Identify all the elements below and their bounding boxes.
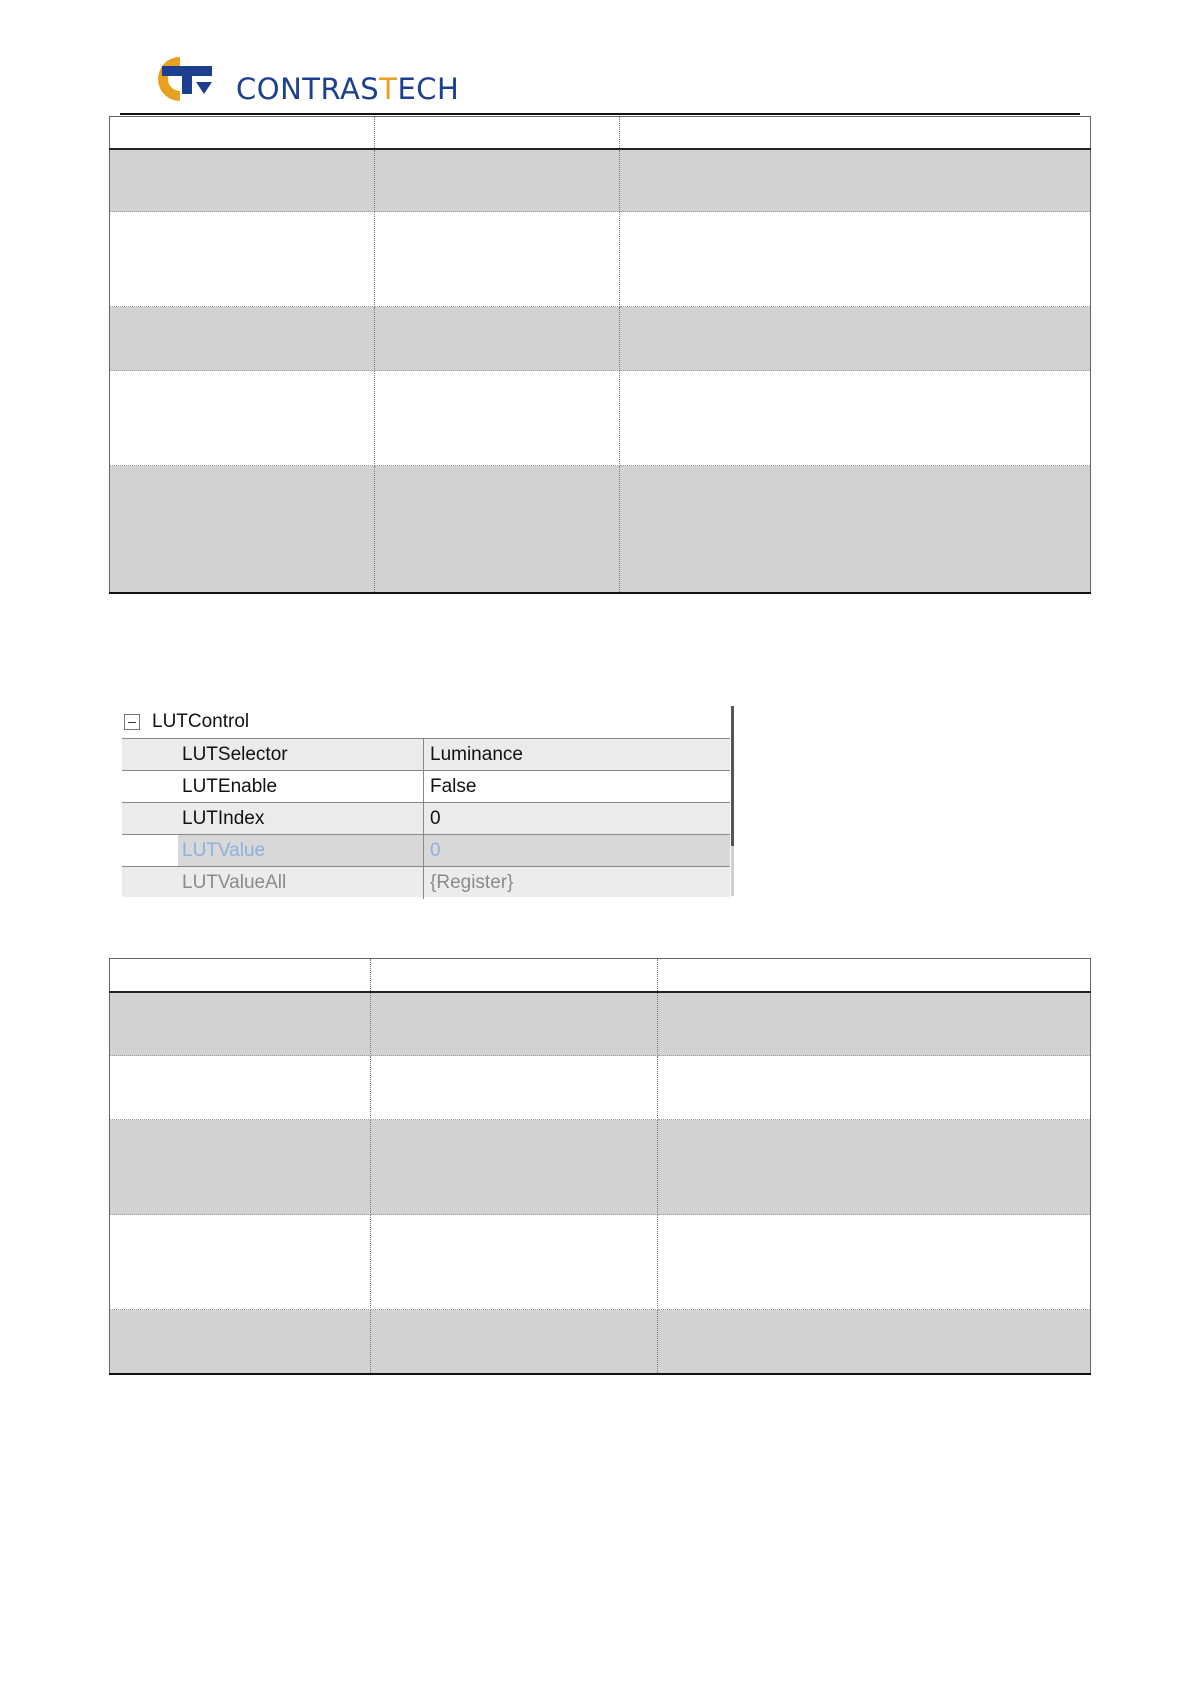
table-cell xyxy=(620,307,1091,371)
table-cell xyxy=(658,1056,1091,1120)
property-value[interactable]: Luminance xyxy=(430,744,523,765)
table-cell xyxy=(620,466,1091,593)
column-divider xyxy=(423,771,424,803)
table-cell xyxy=(110,992,371,1056)
column-divider xyxy=(423,835,424,867)
table-row xyxy=(110,1120,1091,1215)
document-table-2 xyxy=(109,958,1091,1375)
brand-name xyxy=(236,72,459,106)
table-cell xyxy=(375,149,620,212)
property-value[interactable]: 0 xyxy=(430,840,441,861)
table-cell xyxy=(371,1215,658,1310)
table-cell xyxy=(620,371,1091,466)
property-row-lutselector[interactable] xyxy=(122,738,730,771)
table-cell xyxy=(375,466,620,593)
table-cell xyxy=(658,1215,1091,1310)
property-row-lutenable[interactable] xyxy=(122,770,730,803)
table-cell xyxy=(658,959,1091,992)
table-cell xyxy=(371,1310,658,1374)
table-row xyxy=(110,1056,1091,1120)
table-cell xyxy=(110,1120,371,1215)
table-cell xyxy=(110,371,375,466)
table-cell xyxy=(658,1120,1091,1215)
row-gutter xyxy=(122,835,178,867)
table-cell xyxy=(375,212,620,307)
property-name: LUTIndex xyxy=(182,808,265,829)
table-cell xyxy=(110,1056,371,1120)
table-cell xyxy=(110,1310,371,1374)
table-cell xyxy=(110,149,375,212)
table-cell xyxy=(110,466,375,593)
table-row xyxy=(110,992,1091,1056)
property-name: LUTSelector xyxy=(182,744,288,765)
table-cell xyxy=(371,1056,658,1120)
property-group-label: LUTControl xyxy=(152,711,250,732)
table-cell xyxy=(375,117,620,149)
property-group-lutcontrol[interactable] xyxy=(122,706,730,738)
table-row xyxy=(110,307,1091,371)
table-cell xyxy=(620,117,1091,149)
brand-suffix: ECH xyxy=(397,72,460,106)
property-row-lutvalue[interactable] xyxy=(122,834,730,867)
table-row xyxy=(110,466,1091,593)
column-divider xyxy=(423,867,424,899)
table-row xyxy=(110,371,1091,466)
table-cell xyxy=(620,212,1091,307)
table-cell xyxy=(110,959,371,992)
brand-accent-letter: T xyxy=(379,72,398,106)
property-name: LUTEnable xyxy=(182,776,278,797)
property-row-lutindex[interactable] xyxy=(122,802,730,835)
table-cell xyxy=(110,1215,371,1310)
table-row xyxy=(110,1310,1091,1374)
table-row xyxy=(110,149,1091,212)
header-rule xyxy=(120,113,1080,115)
table-cell xyxy=(110,307,375,371)
table-cell xyxy=(620,149,1091,212)
table-cell xyxy=(371,1120,658,1215)
property-row-lutvalueall[interactable] xyxy=(122,866,730,897)
table-cell xyxy=(375,307,620,371)
scrollbar-thumb[interactable] xyxy=(731,706,734,846)
table-cell xyxy=(658,1310,1091,1374)
table-cell xyxy=(371,959,658,992)
contrastech-logo-icon xyxy=(142,54,214,104)
table-row xyxy=(110,1215,1091,1310)
brand-prefix: CONTRAS xyxy=(236,72,380,106)
table-header-row xyxy=(110,117,1091,149)
table-row xyxy=(110,212,1091,307)
column-divider xyxy=(423,803,424,835)
property-value[interactable]: 0 xyxy=(430,808,441,829)
table-cell xyxy=(375,371,620,466)
document-table-1 xyxy=(109,116,1091,594)
table-cell xyxy=(658,992,1091,1056)
property-value[interactable]: False xyxy=(430,776,477,797)
property-name: LUTValue xyxy=(182,840,266,861)
collapse-icon[interactable] xyxy=(124,714,140,730)
table-header-row xyxy=(110,959,1091,992)
table-cell xyxy=(110,117,375,149)
table-cell xyxy=(371,992,658,1056)
column-divider xyxy=(423,739,424,771)
property-name: LUTValueAll xyxy=(182,872,287,893)
property-value: {Register} xyxy=(430,872,514,893)
table-cell xyxy=(110,212,375,307)
lut-control-property-grid xyxy=(122,706,736,896)
